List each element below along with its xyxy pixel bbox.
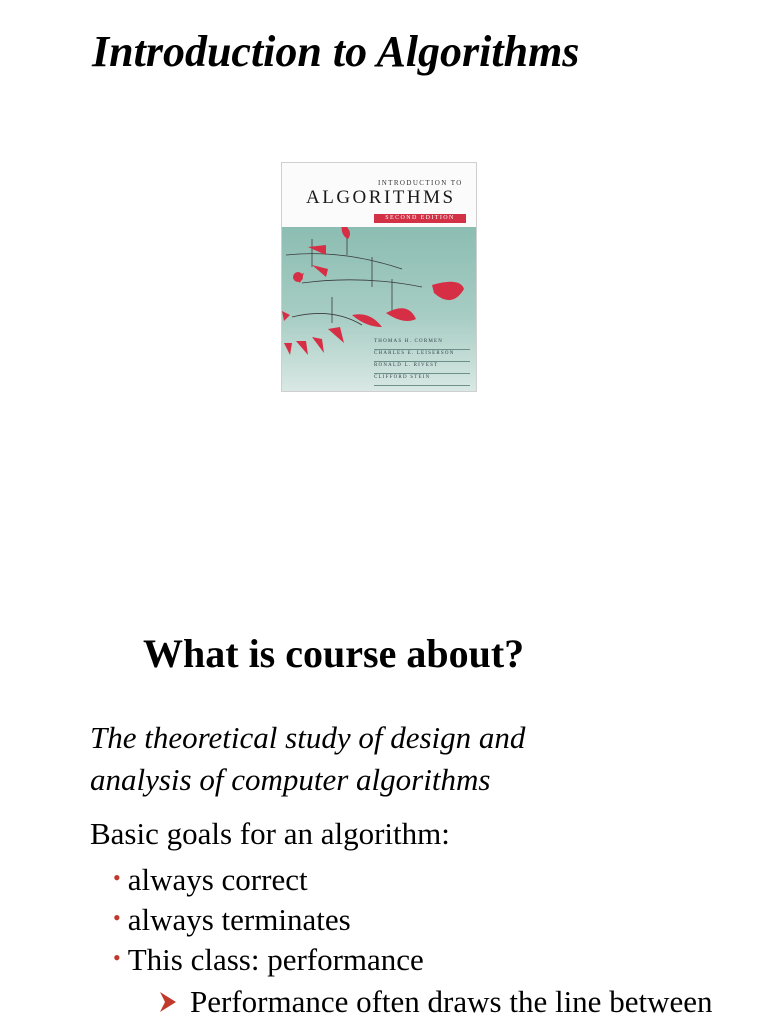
bullet-icon: • (113, 905, 121, 930)
definition-line: The theoretical study of design and (90, 720, 526, 755)
cover-authors (374, 339, 470, 387)
goal-list-item (113, 900, 351, 943)
cover-edition-badge: SECOND EDITION (374, 214, 466, 223)
goal-text: always correct (127, 862, 308, 897)
cover-author: CHARLES E. LEISERSON (374, 351, 470, 362)
cover-mobile-artwork (282, 227, 476, 391)
cover-author: THOMAS H. CORMEN (374, 339, 470, 350)
book-cover-image (281, 162, 477, 392)
subgoal-list-item (158, 982, 712, 1022)
slide-title: Introduction to Algorithms (92, 27, 580, 76)
cover-author: CLIFFORD STEIN (374, 375, 470, 386)
section-heading: What is course about? (143, 631, 525, 676)
bullet-icon: • (113, 865, 121, 890)
goal-text: This class: performance (127, 942, 424, 977)
bullet-icon: • (113, 945, 121, 970)
goal-list-item (113, 940, 424, 983)
goals-intro: Basic goals for an algorithm: (90, 816, 450, 851)
cover-header (282, 163, 476, 227)
cover-author: RONALD L. RIVEST (374, 363, 470, 374)
course-definition (90, 717, 525, 801)
goal-list-item (113, 860, 308, 903)
subgoal-text: Performance often draws the line between (190, 984, 713, 1019)
cover-intro-text: INTRODUCTION TO (378, 179, 463, 187)
arrowhead-bullet-icon (158, 990, 178, 1014)
cover-title: ALGORITHMS (306, 187, 456, 208)
goal-text: always terminates (127, 902, 351, 937)
definition-line: analysis of computer algorithms (90, 762, 491, 797)
